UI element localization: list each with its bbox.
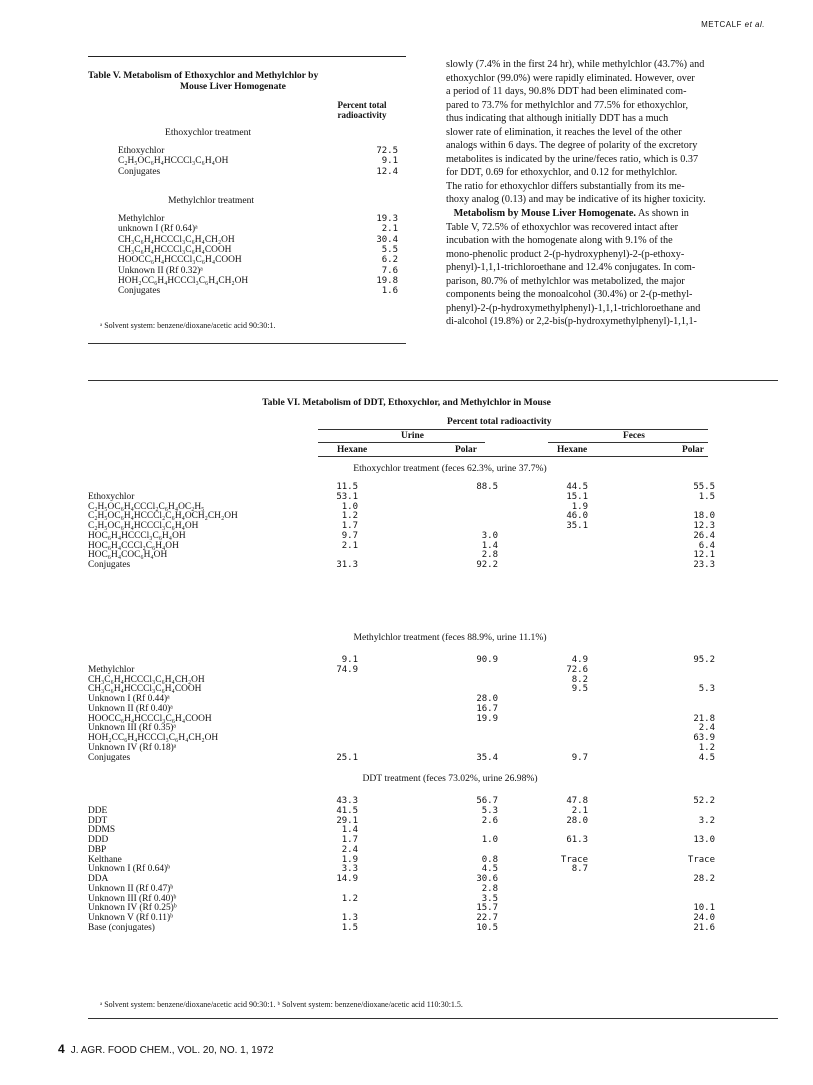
table6-urine-rule <box>318 442 485 443</box>
table6-cell: 2.4 <box>341 844 358 855</box>
table6-cell: 2.8 <box>481 550 498 561</box>
table6-cell: 1.4 <box>341 825 358 836</box>
table6-header-top: Percent total radioactivity <box>447 417 552 427</box>
table6-col-hexane-2: Hexane <box>557 445 588 455</box>
text-line: thoxy analog (0.13) and may be indicative of its higher toxicity. <box>446 194 706 206</box>
table6-row-label: DDT <box>88 815 108 826</box>
text-line: metabolites is indicated by the urine/feces ratio, which is 0.37 <box>446 153 699 165</box>
table6-row-label: HOH₂CC₆H₄HCCCl₃C₆H₄CH₂OH <box>88 733 219 743</box>
table6-cell: 1.7 <box>341 835 358 845</box>
table6-cell: 21.8 <box>693 713 715 724</box>
table6-cell: 28.0 <box>476 694 498 704</box>
body-text-right-column <box>446 58 778 329</box>
table6-row-label: C₂H₅OC₆H₄HCCCl₂C₆H₄OCH₂CH₂OH <box>88 511 238 522</box>
text-line: thus indicating that although initially DDT has a much <box>446 113 669 125</box>
table6-cell: 2.8 <box>481 883 498 894</box>
table6-cell: 1.5 <box>341 922 358 933</box>
table6-cell: 24.0 <box>693 913 715 923</box>
table5-row-label: HOOCC₆H₄HCCCl₃C₆H₄COOH <box>118 255 242 266</box>
table6-col-polar-1: Polar <box>455 445 477 455</box>
table6-cell: 1.7 <box>341 521 358 531</box>
table5-row-value: 30.4 <box>376 234 398 245</box>
table6-cell: 1.0 <box>341 501 358 512</box>
table6-cell: 28.2 <box>693 874 715 884</box>
table6-row-label: Conjugates <box>88 560 131 570</box>
table6-cell: 10.1 <box>693 903 715 914</box>
table6-header-rule-2 <box>318 456 708 457</box>
text-line: slower rate of elimination, it reaches the level of the other <box>446 126 682 138</box>
table6-cell: 3.3 <box>341 864 358 875</box>
table6-row-label: DDD <box>88 835 109 845</box>
table6-row-label: DDA <box>88 874 109 884</box>
table5-caption-line1: Table V. Metabolism of Ethoxychlor and Methylchlor by <box>88 70 319 81</box>
table6-section-total: 9.1 <box>341 655 358 665</box>
journal-citation: J. AGR. FOOD CHEM., VOL. 20, NO. 1, 1972 <box>70 1045 274 1056</box>
page-footer <box>58 1042 274 1056</box>
table6-cell: 41.5 <box>336 805 358 816</box>
table6-section-total: 43.3 <box>336 796 358 806</box>
table6-cell: 35.4 <box>476 752 498 763</box>
table5-column-header <box>322 100 402 120</box>
table6-feces-rule <box>548 442 708 443</box>
text-line: mono-phenolic product 2-(p-hydroxyphenyl)-2-(p-ethoxy- <box>446 248 685 260</box>
table6-cell: 1.4 <box>481 540 498 551</box>
table5-bottom-rule <box>88 343 406 344</box>
table6-cell: 92.2 <box>476 560 498 570</box>
table6-cell: 3.5 <box>481 893 498 904</box>
table5-col-header-line1: Percent total <box>337 100 387 110</box>
table5-row-value: 9.1 <box>381 156 398 167</box>
table6-row-label: Conjugates <box>88 752 131 763</box>
paragraph-1 <box>446 58 778 207</box>
table5-caption <box>88 70 413 92</box>
text-line: parison, 80.7% of methylchlor was metabolized, the major <box>446 275 685 287</box>
table5-row-label: Conjugates <box>118 166 161 177</box>
table6-row-label: Unknown I (Rf 0.44)ᵃ <box>88 694 170 704</box>
table5-row-label: Conjugates <box>118 286 161 297</box>
table6-row-label: C₂H₅OC₆H₄CCCl₂C₆H₄OC₂H₅ <box>88 501 205 512</box>
table6-col-polar-2: Polar <box>682 445 704 455</box>
table6-row-label: HOC₆H₄CCCl₂C₆H₄OH <box>88 540 179 551</box>
table6-section-total: 4.9 <box>571 655 588 665</box>
table6-row-label: C₂H₅OC₆H₄HCCCl₃C₆H₄OH <box>88 521 199 531</box>
table6-row-label: Unknown IV (Rf 0.18)ᵃ <box>88 742 177 753</box>
table6-cell: 26.4 <box>693 530 715 541</box>
table6-cell: 46.0 <box>566 511 588 522</box>
table6-cell: 2.1 <box>571 805 588 816</box>
table6-cell: 12.1 <box>693 550 715 561</box>
header-author: METCALF <box>701 20 742 29</box>
table6-cell: 29.1 <box>336 815 358 826</box>
text-line: analogs within 6 days. The degree of polarity of the excretory <box>446 140 698 152</box>
table5-row-value: 19.3 <box>376 214 398 224</box>
table6-section-total: 52.2 <box>693 796 715 806</box>
table6-cell: 72.6 <box>566 664 588 675</box>
table6-cell: 15.1 <box>566 491 588 502</box>
table5-row-label: C₂H₅OC₆H₄HCCCl₃C₆H₄OH <box>118 156 229 167</box>
table6-row-label: Unknown I (Rf 0.64)ᵇ <box>88 864 171 875</box>
table5-row-value: 2.1 <box>381 224 398 235</box>
table6-row-label: Unknown II (Rf 0.47)ᵇ <box>88 883 174 894</box>
table5-row-value: 12.4 <box>376 166 398 177</box>
table6-cell: 21.6 <box>693 922 715 933</box>
table5-row-label: Methylchlor <box>118 214 165 224</box>
table5-row-label: Unknown II (Rf 0.32)ᵃ <box>118 265 203 276</box>
table6-cell: 14.9 <box>336 874 358 884</box>
table6-section-total: 55.5 <box>693 482 715 492</box>
table6-cell: 4.5 <box>481 864 498 875</box>
table5-footnote: ᵃ Solvent system: benzene/dioxane/acetic acid 90:30:1. <box>100 321 276 330</box>
table6-section-title: Methylchlor treatment (feces 88.9%, urine 11.1%) <box>353 632 547 643</box>
text-line: a period of 11 days, 90.8% DDT had been eliminated com- <box>446 86 687 98</box>
table5-row-value: 6.2 <box>381 255 398 266</box>
table6-cell: 19.9 <box>476 713 498 724</box>
table6-section-total: 47.8 <box>566 796 588 806</box>
running-header <box>701 20 765 29</box>
table6-cell: 8.2 <box>571 674 588 685</box>
table5-caption-line2: Mouse Liver Homogenate <box>180 81 286 92</box>
table5-section2-title: Methylchlor treatment <box>168 195 255 206</box>
table6-bottom-rule <box>88 1018 778 1019</box>
table6-cell: 15.7 <box>476 903 498 914</box>
table6-row-label: Unknown III (Rf 0.35)ᵃ <box>88 723 176 734</box>
table6-row-label: DDE <box>88 805 108 816</box>
table6-header-feces: Feces <box>623 431 645 441</box>
table6-cell: Trace <box>560 854 588 865</box>
table6-row-label: Unknown V (Rf 0.11)ᵇ <box>88 913 174 923</box>
text-line: phenyl)-2-(p-hydroxymethylphenyl)-1,1,1-trichloroethane and <box>446 302 701 314</box>
table6-header-rule-1 <box>318 429 708 430</box>
table6-cell: 8.7 <box>571 864 588 875</box>
table5-col-header-line2: radioactivity <box>337 110 387 120</box>
table6-cell: 63.9 <box>693 733 715 743</box>
table6-cell: 4.5 <box>698 752 715 763</box>
table6-cell: 6.4 <box>698 540 715 551</box>
table6-cell: 1.2 <box>341 893 358 904</box>
table6-cell: 1.3 <box>341 913 358 923</box>
table6-cell: 28.0 <box>566 815 588 826</box>
table6-col-hexane-1: Hexane <box>337 445 368 455</box>
table6-cell: 53.1 <box>336 491 358 502</box>
text-line: components being the monoalcohol (30.4%) or 2-(p-methyl- <box>446 289 693 301</box>
table6-cell: 35.1 <box>566 521 588 531</box>
table6-cell: 31.3 <box>336 560 358 570</box>
header-suffix: et al. <box>744 20 765 29</box>
table5-row-label: CH₃C₆H₄HCCCl₃C₆H₄COOH <box>118 244 232 255</box>
table5-row-label: CH₃C₆H₄HCCCl₃C₆H₄CH₂OH <box>118 234 235 245</box>
table5-section1-title: Ethoxychlor treatment <box>165 127 252 138</box>
table6-row-label: CH₃C₆H₄HCCCl₃C₆H₄COOH <box>88 684 202 695</box>
table6-cell: 2.4 <box>698 723 715 734</box>
table6-cell: 1.5 <box>698 491 715 502</box>
table6-cell: 1.2 <box>341 511 358 522</box>
table6-row-label: Unknown III (Rf 0.40)ᵇ <box>88 893 177 904</box>
text-line: slowly (7.4% in the first 24 hr), while methylchlor (43.7%) and <box>446 59 705 70</box>
text-line: Table V, 72.5% of ethoxychlor was recovered intact after <box>446 221 679 233</box>
table5-row-label: unknown I (Rf 0.64)ᵃ <box>118 224 198 235</box>
table6-cell: 12.3 <box>693 521 715 531</box>
text-line: di-alcohol (19.8%) or 2,2-bis(p-hydroxymethylphenyl)-1,1,1- <box>446 316 697 328</box>
table6-section-total: 90.9 <box>476 655 498 665</box>
table6-cell: 3.2 <box>698 815 715 826</box>
text-line: incubation with the homogenate along with 9.1% of the <box>446 235 673 247</box>
text-line: for DDT, 0.69 for ethoxychlor, and 0.12 for methylchlor. <box>446 167 678 179</box>
table5-row-label: HOH₂CC₆H₄HCCCl₃C₆H₄CH₂OH <box>118 275 249 286</box>
table6-cell: 9.7 <box>341 530 358 541</box>
table6-section-title: Ethoxychlor treatment (feces 62.3%, urine 37.7%) <box>353 463 547 474</box>
text-line: ethoxychlor (99.0%) were rapidly eliminated. However, over <box>446 72 695 84</box>
table6-cell: 9.5 <box>571 684 588 695</box>
table6-row-label: Methylchlor <box>88 664 135 675</box>
paragraph-2 <box>446 221 778 329</box>
table6-cell: 13.0 <box>693 835 715 845</box>
table6-row-label: Unknown IV (Rf 0.25)ᵇ <box>88 903 177 914</box>
table6-cell: 2.1 <box>341 540 358 551</box>
table6-cell: 61.3 <box>566 835 588 845</box>
table5-row <box>118 286 398 297</box>
table6-row-label: Unknown II (Rf 0.40)ᵃ <box>88 703 173 714</box>
section-heading: Metabolism by Mouse Liver Homogenate. <box>453 208 636 220</box>
table6-cell: 23.3 <box>693 560 715 570</box>
table6-section-total: 56.7 <box>476 796 498 806</box>
table5-row-value: 72.5 <box>376 146 398 156</box>
table6-cell: 25.1 <box>336 752 358 763</box>
table6-cell: 74.9 <box>336 664 358 675</box>
table6-cell: 16.7 <box>476 703 498 714</box>
table5-row-label: Ethoxychlor <box>118 146 165 156</box>
text-line: phenyl)-1,1,1-trichloroethane and 12.4% conjugates. In com- <box>446 262 696 274</box>
table6-header-urine: Urine <box>401 431 424 441</box>
table6-cell: 1.9 <box>341 854 358 865</box>
table6-cell: 1.9 <box>571 501 588 512</box>
table6-cell: 22.7 <box>476 913 498 923</box>
table6-row-label: DBP <box>88 844 107 855</box>
table6-row-label: CH₃C₆H₄HCCCl₃C₆H₄CH₂OH <box>88 674 205 685</box>
table6-section-total: 88.5 <box>476 482 498 492</box>
paragraph-2-first-text: As shown in <box>635 208 689 220</box>
page-number: 4 <box>58 1042 65 1056</box>
table6-section-title: DDT treatment (feces 73.02%, urine 26.98%) <box>362 773 538 784</box>
table5-row-value: 19.8 <box>376 275 398 286</box>
table6-cell: 5.3 <box>481 805 498 816</box>
table6-cell: 1.2 <box>698 742 715 753</box>
table6-caption: Table VI. Metabolism of DDT, Ethoxychlor, and Methylchlor in Mouse <box>262 397 551 408</box>
table5-row-value: 1.6 <box>381 286 398 297</box>
table5-row-value: 7.6 <box>381 265 398 276</box>
table6-row-label: HOC₆H₄HCCCl₃C₆H₄OH <box>88 530 186 541</box>
table5-row-value: 5.5 <box>381 244 398 255</box>
table6-cell: 30.6 <box>476 874 498 884</box>
table6-row-label: Kelthane <box>88 854 122 865</box>
table5-row <box>118 167 398 178</box>
table6-cell: Trace <box>687 854 715 865</box>
table6-cell: 3.0 <box>481 530 498 541</box>
table6-row-label: DDMS <box>88 825 116 836</box>
table6-row-label: Base (conjugates) <box>88 922 155 933</box>
table6-section-total: 95.2 <box>693 655 715 665</box>
table6-cell: 0.8 <box>481 854 498 865</box>
table6-cell: 2.6 <box>481 815 498 826</box>
table6-section-total: 44.5 <box>566 482 588 492</box>
text-line: The ratio for ethoxychlor differs substantially from its me- <box>446 180 685 192</box>
table6-cell: 9.7 <box>571 752 588 763</box>
table6-cell: 5.3 <box>698 684 715 695</box>
table6-cell: 18.0 <box>693 511 715 522</box>
table6-row-label: Ethoxychlor <box>88 491 135 502</box>
table6-row-label: HOOCC₆H₄HCCCl₃C₆H₄COOH <box>88 713 212 724</box>
table6-cell: 1.0 <box>481 835 498 845</box>
table6-footnote: ᵃ Solvent system: benzene/dioxane/acetic acid 90:30:1. ᵇ Solvent system: benzene/dioxane/acetic acid 110:30:1.5. <box>100 1000 463 1009</box>
table5-top-rule <box>88 56 406 57</box>
text-line: pared to 73.7% for methylchlor and 77.5% for ethoxychlor, <box>446 99 689 111</box>
table6-top-rule <box>88 380 778 381</box>
table6-row-label: HOC₆H₄COC₆H₄OH <box>88 550 168 561</box>
paragraph-2-first-line <box>446 207 778 221</box>
table6-section-total: 11.5 <box>336 482 358 492</box>
table6-cell: 10.5 <box>476 922 498 933</box>
